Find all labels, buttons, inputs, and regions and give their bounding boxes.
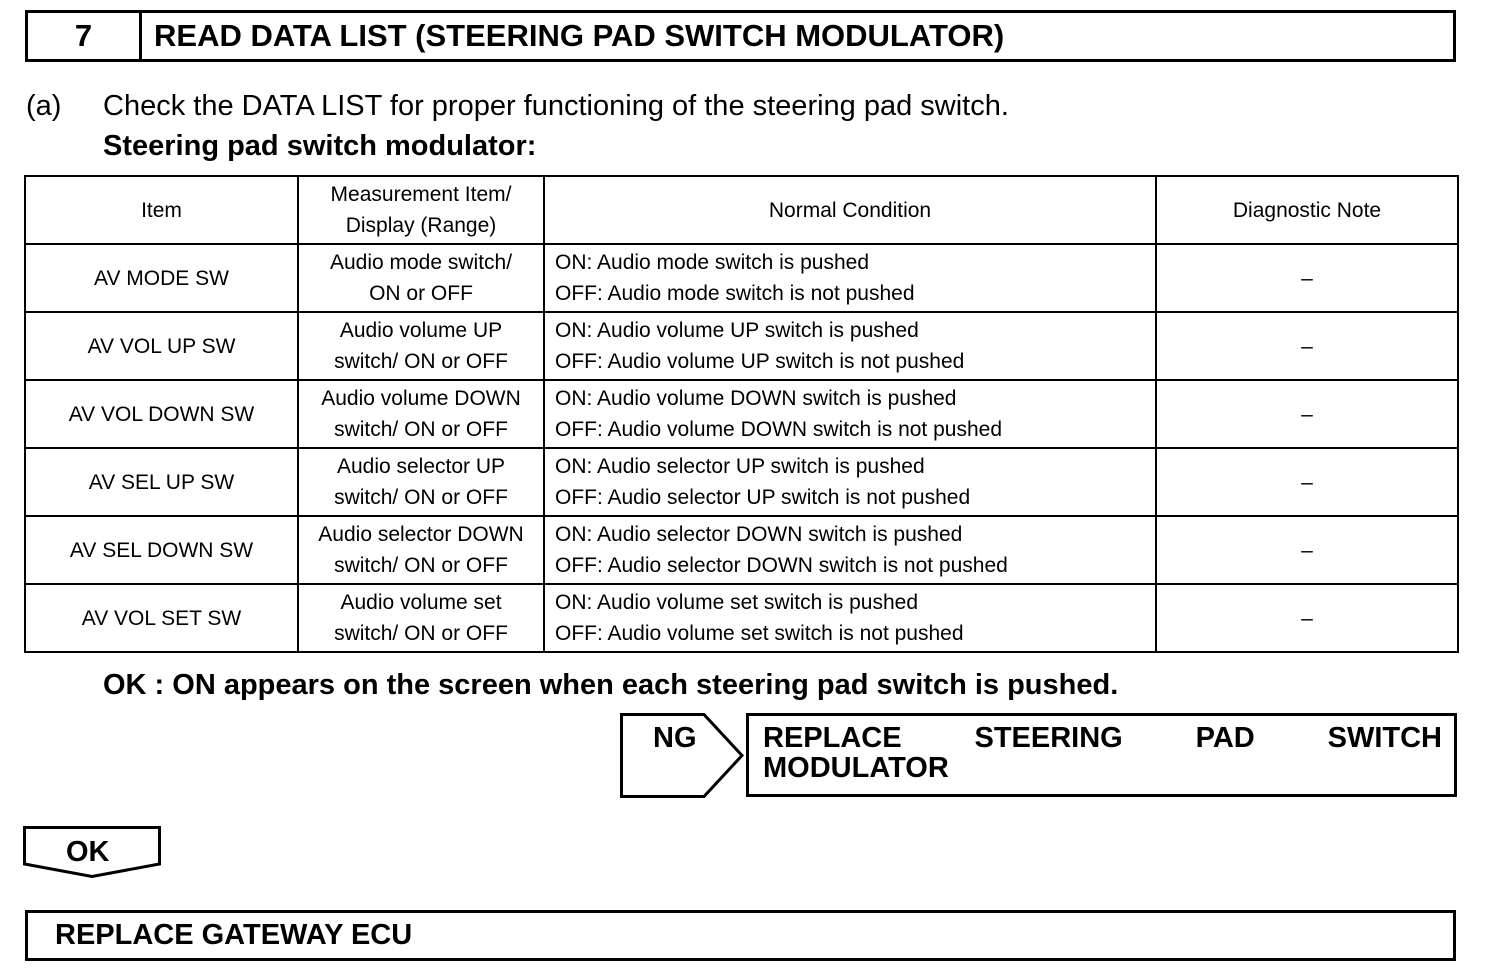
condition-on: ON: Audio selector DOWN switch is pushed xyxy=(555,523,963,546)
row-normal-condition xyxy=(544,312,1156,380)
meas-line1: Audio volume UP xyxy=(339,319,503,342)
ng-word: SWITCH xyxy=(1327,722,1442,754)
instruction-text: Check the DATA LIST for proper functioning of the steering pad switch. xyxy=(103,90,1009,122)
row-normal-condition xyxy=(544,584,1156,652)
row-measurement xyxy=(298,312,544,380)
header-diagnostic-note: Diagnostic Note xyxy=(1156,176,1458,244)
step-title: READ DATA LIST (STEERING PAD SWITCH MODULATOR) xyxy=(154,18,1005,53)
row-normal-condition xyxy=(544,516,1156,584)
ng-word: PAD xyxy=(1195,722,1255,754)
meas-line2: switch/ ON or OFF xyxy=(334,486,508,509)
ng-action-line2: MODULATOR xyxy=(763,752,949,784)
header-measurement-line2: Display (Range) xyxy=(345,214,497,237)
row-measurement xyxy=(298,516,544,584)
table-row xyxy=(25,312,1458,380)
row-diagnostic-note: – xyxy=(1156,448,1458,516)
condition-on: ON: Audio selector UP switch is pushed xyxy=(555,455,925,478)
row-item: AV VOL DOWN SW xyxy=(25,380,298,448)
condition-on: ON: Audio volume set switch is pushed xyxy=(555,591,919,614)
row-normal-condition xyxy=(544,244,1156,312)
table-row xyxy=(25,448,1458,516)
step-number: 7 xyxy=(28,13,142,59)
condition-off: OFF: Audio selector DOWN switch is not pushed xyxy=(555,554,1008,577)
row-diagnostic-note: – xyxy=(1156,516,1458,584)
row-item: AV SEL UP SW xyxy=(25,448,298,516)
condition-off: OFF: Audio mode switch is not pushed xyxy=(555,282,915,305)
condition-on: ON: Audio volume UP switch is pushed xyxy=(555,319,919,342)
meas-line1: Audio selector DOWN xyxy=(318,523,524,546)
header-measurement-line1: Measurement Item/ xyxy=(330,183,512,206)
meas-line1: Audio mode switch/ xyxy=(329,251,513,274)
condition-off: OFF: Audio selector UP switch is not pushed xyxy=(555,486,971,509)
table-row xyxy=(25,516,1458,584)
step-header xyxy=(25,10,1456,62)
ng-word: STEERING xyxy=(974,722,1123,754)
row-diagnostic-note: – xyxy=(1156,584,1458,652)
row-diagnostic-note: – xyxy=(1156,244,1458,312)
meas-line2: ON or OFF xyxy=(369,282,473,305)
row-measurement xyxy=(298,584,544,652)
ng-action-box xyxy=(746,713,1457,797)
table-row xyxy=(25,380,1458,448)
row-measurement xyxy=(298,380,544,448)
row-measurement xyxy=(298,448,544,516)
table-header-row xyxy=(25,176,1458,244)
ng-action-line1 xyxy=(763,723,1442,753)
meas-line2: switch/ ON or OFF xyxy=(334,418,508,441)
header-normal-condition: Normal Condition xyxy=(544,176,1156,244)
row-measurement xyxy=(298,244,544,312)
ok-action-box: REPLACE GATEWAY ECU xyxy=(25,910,1456,961)
meas-line2: switch/ ON or OFF xyxy=(334,350,508,373)
row-diagnostic-note: – xyxy=(1156,380,1458,448)
meas-line2: switch/ ON or OFF xyxy=(334,622,508,645)
condition-off: OFF: Audio volume UP switch is not pushed xyxy=(555,350,965,373)
instruction-label: (a) xyxy=(26,90,62,122)
condition-on: ON: Audio mode switch is pushed xyxy=(555,251,869,274)
meas-line1: Audio volume set xyxy=(340,591,502,614)
meas-line1: Audio volume DOWN xyxy=(321,387,521,410)
row-item: AV SEL DOWN SW xyxy=(25,516,298,584)
condition-off: OFF: Audio volume DOWN switch is not pushed xyxy=(555,418,1002,441)
ng-label: NG xyxy=(653,722,697,754)
row-item: AV VOL SET SW xyxy=(25,584,298,652)
ok-label: OK xyxy=(66,836,110,868)
ng-word: REPLACE xyxy=(763,722,902,754)
row-item: AV MODE SW xyxy=(25,244,298,312)
table-row xyxy=(25,584,1458,652)
table-row xyxy=(25,244,1458,312)
row-item: AV VOL UP SW xyxy=(25,312,298,380)
header-measurement xyxy=(298,176,544,244)
meas-line2: switch/ ON or OFF xyxy=(334,554,508,577)
row-diagnostic-note: – xyxy=(1156,312,1458,380)
row-normal-condition xyxy=(544,448,1156,516)
row-normal-condition xyxy=(544,380,1156,448)
condition-off: OFF: Audio volume set switch is not pushed xyxy=(555,622,964,645)
instruction-subheading: Steering pad switch modulator: xyxy=(103,130,537,162)
header-item: Item xyxy=(25,176,298,244)
data-list-table xyxy=(24,175,1459,653)
condition-on: ON: Audio volume DOWN switch is pushed xyxy=(555,387,957,410)
meas-line1: Audio selector UP xyxy=(336,455,506,478)
ok-criteria: OK : ON appears on the screen when each steering pad switch is pushed. xyxy=(103,669,1119,701)
